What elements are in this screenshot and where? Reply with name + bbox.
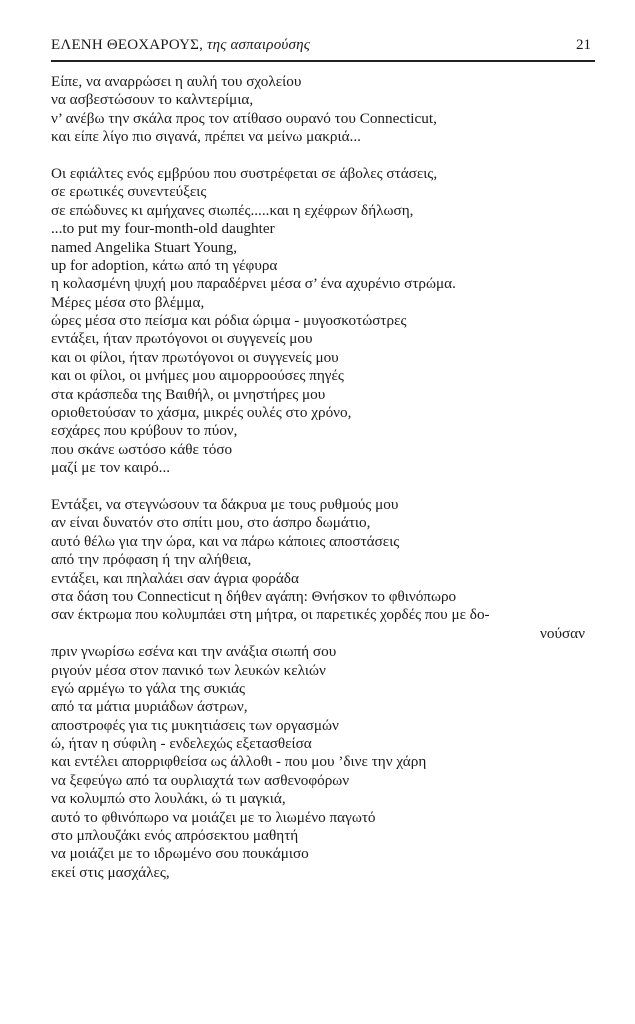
poem-line: να ξεφεύγω από τα ουρλιαχτά των ασθενοφόρων: [51, 771, 350, 789]
poem-line: σαν έκτρωμα που κολυμπάει στη μήτρα, οι παρετικές χορδές που με δο-: [51, 606, 490, 624]
poem-line: στα δάση του Connecticut η δήθεν αγάπη: Θνήσκον το φθινόπωρο: [51, 587, 457, 605]
poem-line: Εντάξει, να στεγνώσουν τα δάκρυα με τους ρυθμούς μου: [51, 495, 399, 513]
poem-line: η κολασμένη ψυχή μου παραδέρνει μέσα σ’ ένα αχυρένιο στρώμα.: [51, 275, 456, 293]
stanza-2: [51, 165, 591, 478]
poem-line: ώρες μέσα στο πείσμα και ρόδια ώριμα - μυγοσκοτώστρες: [51, 312, 407, 330]
poem-line: εσχάρες που κρύβουν το πύον,: [51, 422, 238, 440]
poem-line: να ασβεστώσουν το καλντερίμια,: [51, 91, 254, 109]
header-rule: [51, 60, 595, 62]
poem-line: και είπε λίγο πιο σιγανά, πρέπει να μείνω μακριά...: [51, 128, 361, 146]
stanza-break: [51, 478, 591, 496]
poem-line: Είπε, να αναρρώσει η αυλή του σχολείου: [51, 73, 302, 90]
poem-line: εκεί στις μασχάλες,: [51, 863, 170, 881]
poem-line: οριοθετούσαν το χάσμα, μικρές ουλές στο χρόνο,: [51, 404, 352, 422]
stanza-1: [51, 73, 591, 147]
poem-line: εντάξει, και πηλαλάει σαν άγρια φοράδα: [51, 569, 299, 587]
poem-line: αυτό θέλω για την ώρα, και να πάρω κάποιες αποστάσεις: [51, 532, 400, 550]
poem-line: από την πρόφαση ή την αλήθεια,: [51, 551, 252, 569]
poem-line: σε επώδυνες κι αμήχανες σιωπές.....και η εχέφρων δήλωση,: [51, 201, 414, 219]
poem-line: πριν γνωρίσω εσένα και την ανάξια σιωπή σου: [51, 643, 337, 661]
header-author: ΕΛΕΝΗ ΘΕΟΧΑΡΟΥΣ,: [51, 37, 204, 53]
poem-line: στο μπλουζάκι ενός απρόσεκτου μαθητή: [51, 827, 299, 845]
poem-line: μαζί με τον καιρό...: [51, 459, 171, 477]
poem-body: [51, 73, 591, 882]
poem-line: και οι φίλοι, ήταν πρωτόγονοι οι συγγενείς μου: [51, 348, 339, 366]
running-header: [51, 37, 595, 59]
poem-line: και εντέλει απορριφθείσα ως άλλοθι - που μου ’δινε την χάρη: [51, 753, 427, 771]
poem-line: Οι εφιάλτες ενός εμβρύου που συστρέφεται σε άβολες στάσεις,: [51, 164, 438, 182]
poem-line: Μέρες μέσα στο βλέμμα,: [51, 293, 205, 311]
stanza-3: [51, 496, 591, 882]
poem-line: ...to put my four-month-old daughter: [51, 220, 275, 238]
poem-line: και οι φίλοι, οι μνήμες μου αιμορροούσες πηγές: [51, 367, 344, 385]
poem-line: σε ερωτικές συνεντεύξεις: [51, 183, 207, 201]
header-title: [51, 37, 310, 54]
poem-line: εγώ αρμέγω το γάλα της συκιάς: [51, 679, 245, 697]
poem-line: ριγούν μέσα στον πανικό των λευκών κελιών: [51, 661, 326, 679]
page-number: 21: [576, 37, 591, 53]
poem-line: που σκάνε ωστόσο κάθε τόσο: [51, 440, 233, 458]
poem-line: up for adoption, κάτω από τη γέφυρα: [51, 256, 278, 274]
header-subtitle: της ασπαιρούσης: [207, 37, 310, 53]
poem-line: να κολυμπώ στο λουλάκι, ώ τι μαγκιά,: [51, 790, 286, 808]
poem-line: εντάξει, ήταν πρωτόγονοι οι συγγενείς μου: [51, 330, 313, 348]
poem-line: στα κράσπεδα της Βαιθήλ, οι μνηστήρες μου: [51, 385, 326, 403]
poem-line: από τα μάτια μυριάδων άστρων,: [51, 698, 248, 716]
poem-line: named Angelika Stuart Young,: [51, 238, 238, 256]
hyphenated-continuation: νούσαν: [540, 624, 585, 642]
poem-line: αν είναι δυνατόν στο σπίτι μου, στο άσπρο δωμάτιο,: [51, 514, 371, 532]
poem-line: αποστροφές για τις μυκητιάσεις των οργασμών: [51, 716, 339, 734]
stanza-break: [51, 147, 591, 165]
poem-line: ν’ ανέβω την σκάλα προς τον ατίθασο ουρανό του Connecticut,: [51, 109, 437, 127]
poem-line: αυτό το φθινόπωρο να μοιάζει με το λιωμένο παγωτό: [51, 808, 376, 826]
poem-line: να μοιάζει με το ιδρωμένο σου πουκάμισο: [51, 845, 309, 863]
poem-line: ώ, ήταν η σύφιλη - ενδελεχώς εξετασθείσα: [51, 735, 312, 753]
